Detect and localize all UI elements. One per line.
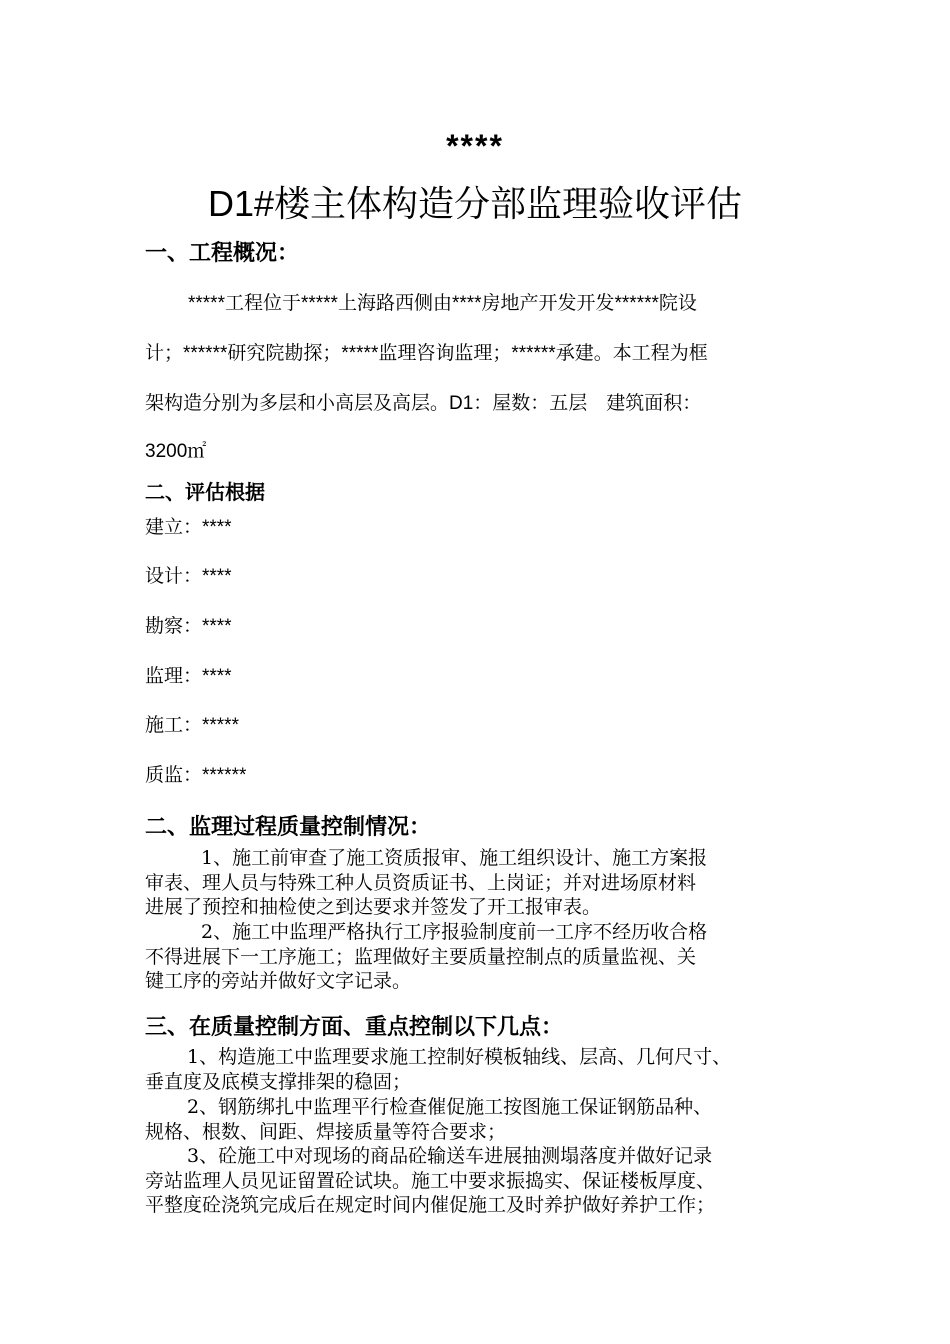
document-title: D1#楼主体构造分部监理验收评估	[207, 183, 743, 224]
basis-item-supervision: 监理：****	[145, 666, 232, 687]
overview-line-2: 计；******研究院勘探；*****监理咨询监理；******承建。本工程为框	[145, 343, 708, 364]
key-point-1-line-2: 垂直度及底模支撑排架的稳固；	[145, 1070, 412, 1093]
overview-line-3: 架构造分别为多层和小高层及高层。D1：屋数：五层 建筑面积：	[145, 393, 702, 414]
key-point-1-line-1: 1、构造施工中监理要求施工控制好模板轴线、层高、几何尺寸、	[187, 1046, 732, 1068]
basis-item-survey: 勘察：****	[145, 616, 232, 637]
process-p2-line-2: 不得进展下一工序施工；监理做好主要质量控制点的质量监视、关	[145, 945, 697, 968]
key-point-2-line-2: 规格、根数、间距、焊接质量等符合要求；	[145, 1120, 507, 1143]
section-heading-basis: 二、评估根据	[145, 482, 265, 504]
basis-item-quality: 质监：******	[145, 765, 247, 786]
key-point-1	[145, 1045, 810, 1094]
header-stars: ****	[446, 128, 504, 164]
overview-line-4: 3200㎡	[145, 441, 207, 462]
process-paragraph-2	[145, 920, 810, 994]
key-point-3-line-3: 平整度砼浇筑完成后在规定时间内催促施工及时养护做好养护工作；	[145, 1194, 716, 1216]
process-p1-line-2: 审表、理人员与特殊工种人员资质证书、上岗证；并对进场原材料	[145, 871, 697, 894]
key-point-3-line-2: 旁站监理人员见证留置砼试块。施工中要求振捣实、保证楼板厚度、	[145, 1169, 716, 1192]
basis-item-builder: 施工：*****	[145, 715, 239, 736]
basis-item-design: 设计：****	[145, 566, 232, 587]
process-p1-line-1: 1、施工前审查了施工资质报审、施工组织设计、施工方案报	[182, 847, 708, 869]
key-point-2	[145, 1095, 810, 1144]
key-point-3	[145, 1144, 810, 1218]
process-p2-line-3: 键工序的旁站并做好文字记录。	[145, 970, 412, 992]
section-heading-overview: 一、工程概况：	[145, 240, 300, 265]
process-p2-line-1: 2、施工中监理严格执行工序报验制度前一工序不经历收合格	[182, 921, 708, 943]
process-paragraph-1	[145, 846, 810, 920]
key-point-3-line-1: 3、砼施工中对现场的商品砼输送车进展抽测塌落度并做好记录	[187, 1145, 713, 1167]
section-heading-process-control: 二、监理过程质量控制情况：	[145, 814, 432, 839]
section-heading-key-points: 三、在质量控制方面、重点控制以下几点：	[145, 1014, 564, 1039]
overview-line-1: *****工程位于*****上海路西侧由****房地产开发开发******院设	[188, 293, 697, 314]
process-p1-line-3: 进展了预控和抽检使之到达要求并签发了开工报审表。	[145, 896, 602, 918]
key-point-2-line-1: 2、钢筋绑扎中监理平行检查催促施工按图施工保证钢筋品种、	[187, 1096, 713, 1118]
basis-item-construction: 建立：****	[145, 517, 232, 538]
